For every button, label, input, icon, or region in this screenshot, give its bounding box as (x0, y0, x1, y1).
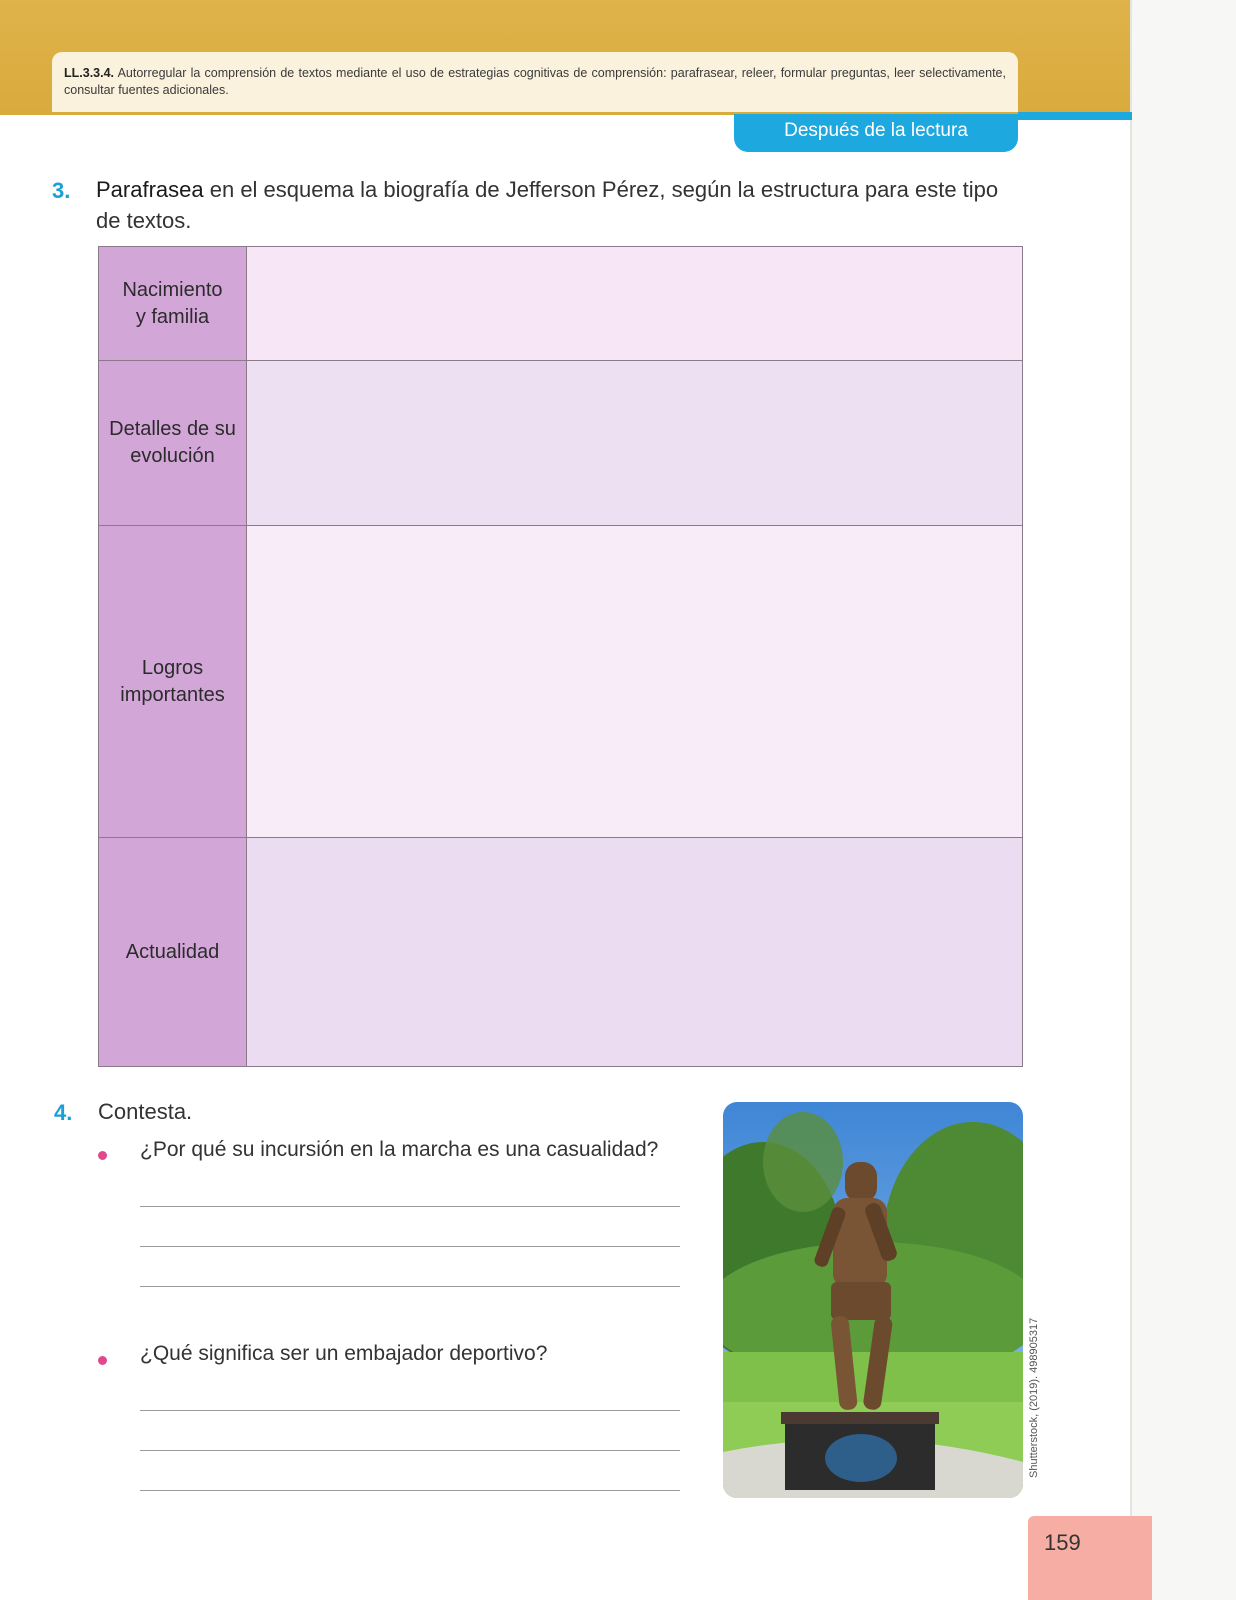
statue-photo-icon (723, 1102, 1023, 1498)
skill-criterion-box (52, 52, 1018, 112)
schema-answer-present[interactable] (247, 838, 1022, 1066)
photo-credit: Shutterstock, (2019). 498905317 (1028, 1317, 1040, 1478)
question-4-item-1: ¿Por qué su incursión en la marcha es una casualidad? (140, 1138, 659, 1161)
question-4-item-2: ¿Qué significa ser un embajador deportivo? (140, 1342, 548, 1365)
schema-row-achievements (99, 526, 1022, 838)
schema-answer-achievements[interactable] (247, 526, 1022, 837)
page-number-box (1028, 1516, 1152, 1600)
schema-label-text: Logros importantes (120, 656, 225, 706)
statue-photo (723, 1102, 1023, 1498)
schema-label-achievements (99, 526, 247, 837)
answer-line[interactable] (140, 1286, 680, 1287)
answer-line[interactable] (140, 1410, 680, 1411)
schema-label-text: Detalles de su evolución (109, 418, 236, 467)
skill-code: LL.3.3.4. (64, 66, 115, 80)
question-4-title: Contesta. (98, 1099, 193, 1124)
page-number: 159 (1044, 1530, 1081, 1555)
page-edge-line (1130, 0, 1132, 1600)
schema-label-birth (99, 247, 247, 360)
schema-row-present (99, 838, 1022, 1066)
page-right-margin (1132, 0, 1236, 1600)
section-tab-line (1018, 112, 1132, 120)
bullet-icon (98, 1356, 107, 1365)
answer-line[interactable] (140, 1450, 680, 1451)
skill-text: Autorregular la comprensión de textos mediante el uso de estrategias cognitivas de comprensión: parafrasear, releer, formular preguntas, leer selectivamente, consultar fuentes adicionales. (64, 66, 1006, 97)
question-3-verb: Parafrasea (96, 177, 204, 202)
schema-row-birth (99, 247, 1022, 361)
biography-schema (98, 246, 1023, 1067)
schema-label-evolution (99, 361, 247, 525)
answer-line[interactable] (140, 1206, 680, 1207)
question-3-prompt (96, 174, 1020, 236)
schema-row-evolution (99, 361, 1022, 526)
answer-line[interactable] (140, 1490, 680, 1491)
schema-answer-evolution[interactable] (247, 361, 1022, 525)
bullet-icon (98, 1151, 107, 1160)
schema-label-text: Nacimiento y familia (122, 278, 223, 328)
schema-answer-birth[interactable] (247, 247, 1022, 360)
schema-label-present (99, 838, 247, 1066)
question-3-number: 3. (52, 178, 71, 203)
question-4-number: 4. (54, 1100, 73, 1125)
question-3-text: en el esquema la biografía de Jefferson Pérez, según la estructura para este tipo de textos. (96, 177, 999, 233)
answer-line[interactable] (140, 1246, 680, 1247)
section-tab: Después de la lectura (734, 114, 1018, 152)
schema-label-text: Actualidad (125, 940, 220, 963)
